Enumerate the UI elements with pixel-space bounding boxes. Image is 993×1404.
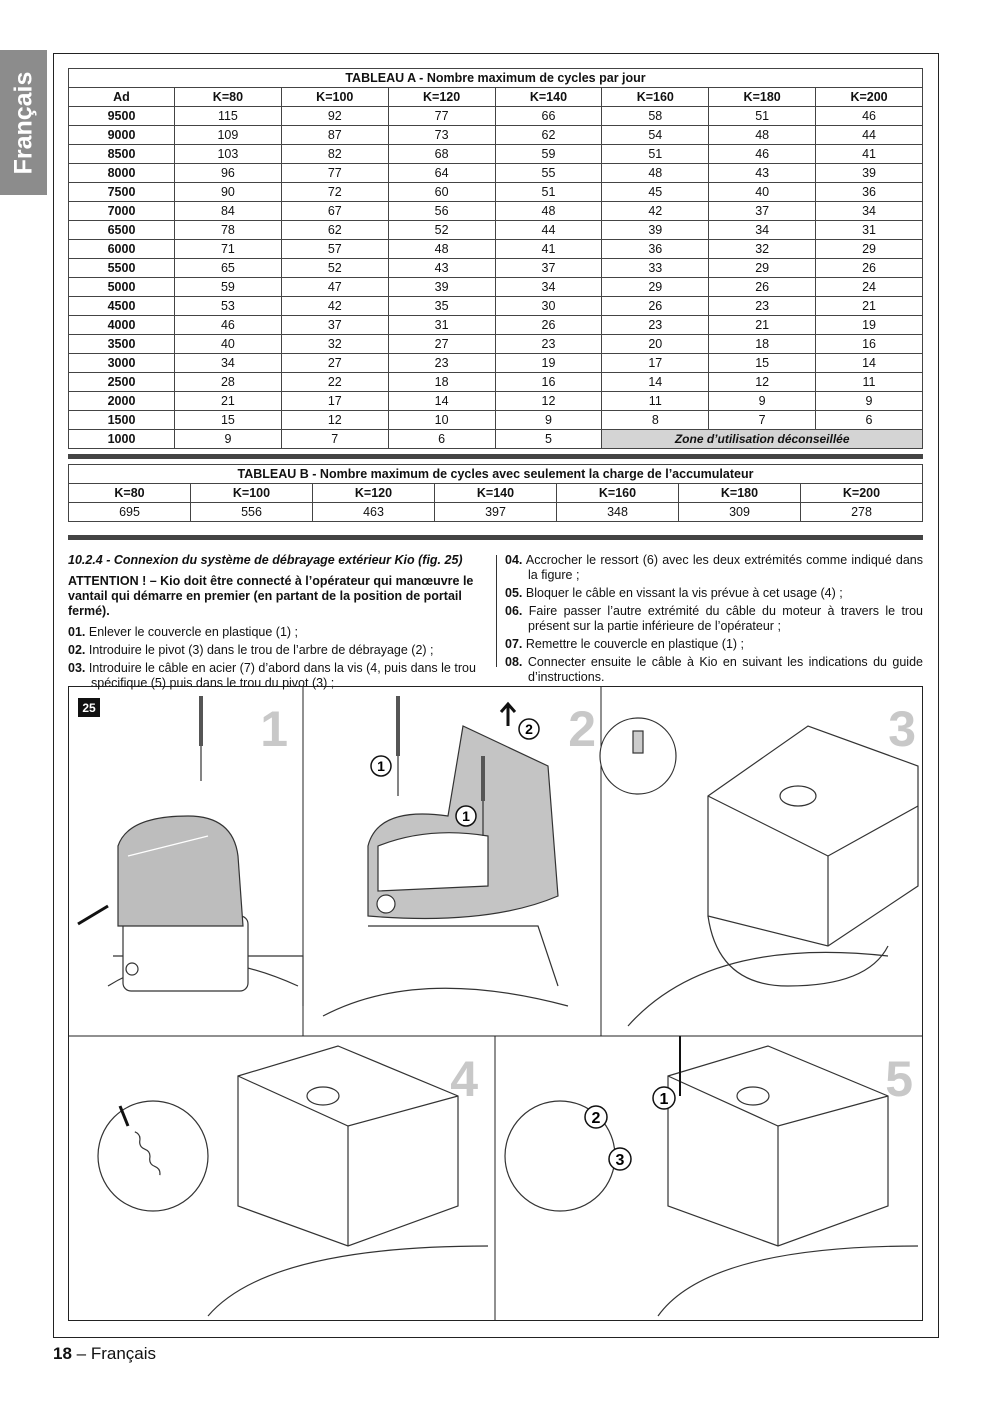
cycles-value: 9 bbox=[816, 392, 923, 411]
column-divider bbox=[496, 555, 497, 667]
instruction-step bbox=[505, 637, 923, 652]
cycles-value: 15 bbox=[709, 354, 816, 373]
table-a-title: TABLEAU A - Nombre maximum de cycles par jour bbox=[69, 69, 923, 88]
table-a-row bbox=[69, 297, 923, 316]
figure-label: 25 bbox=[82, 701, 96, 715]
ad-value: 9500 bbox=[69, 107, 175, 126]
table-b-header-row bbox=[69, 484, 923, 503]
ad-value: 1000 bbox=[69, 430, 175, 449]
language-tab bbox=[0, 50, 47, 195]
callout-label: 1 bbox=[377, 758, 385, 774]
cycles-value: 44 bbox=[816, 126, 923, 145]
instruction-step bbox=[505, 604, 923, 634]
cycles-value: 11 bbox=[602, 392, 709, 411]
table-b-value: 397 bbox=[435, 503, 557, 522]
cycles-value: 37 bbox=[495, 259, 602, 278]
cycles-value: 17 bbox=[281, 392, 388, 411]
cycles-value: 57 bbox=[281, 240, 388, 259]
cycles-value: 34 bbox=[709, 221, 816, 240]
cycles-value: 11 bbox=[816, 373, 923, 392]
table-b-value: 463 bbox=[313, 503, 435, 522]
cycles-value: 87 bbox=[281, 126, 388, 145]
callout-label: 1 bbox=[462, 808, 470, 824]
section-heading: 10.2.4 - Connexion du système de débrayage extérieur Kio (fig. 25) bbox=[68, 553, 463, 567]
cycles-value: 12 bbox=[281, 411, 388, 430]
cycles-value: 26 bbox=[816, 259, 923, 278]
page-footer bbox=[53, 1344, 156, 1364]
table-b-value-row bbox=[69, 503, 923, 522]
cycles-value: 109 bbox=[175, 126, 282, 145]
table-b-value: 556 bbox=[191, 503, 313, 522]
step-number: 07. bbox=[505, 637, 523, 651]
ad-value: 8000 bbox=[69, 164, 175, 183]
cycles-value: 51 bbox=[495, 183, 602, 202]
cycles-value: 36 bbox=[816, 183, 923, 202]
cycles-value: 5 bbox=[495, 430, 602, 449]
cycles-value: 64 bbox=[388, 164, 495, 183]
table-a-header-cell: K=140 bbox=[495, 88, 602, 107]
cycles-value: 56 bbox=[388, 202, 495, 221]
cycles-value: 19 bbox=[495, 354, 602, 373]
cycles-value: 73 bbox=[388, 126, 495, 145]
cycles-value: 12 bbox=[709, 373, 816, 392]
figure-25-illustration bbox=[68, 686, 923, 1321]
cycles-value: 20 bbox=[602, 335, 709, 354]
ad-value: 1500 bbox=[69, 411, 175, 430]
table-a-header-cell: K=80 bbox=[175, 88, 282, 107]
ad-value: 5500 bbox=[69, 259, 175, 278]
panel-3-drawing bbox=[600, 718, 918, 1026]
table-b-header-cell: K=80 bbox=[69, 484, 191, 503]
table-a-header-cell: K=160 bbox=[602, 88, 709, 107]
table-a-header-cell: K=180 bbox=[709, 88, 816, 107]
cycles-value: 22 bbox=[281, 373, 388, 392]
step-number: 03. bbox=[68, 661, 86, 675]
cycles-value: 65 bbox=[175, 259, 282, 278]
cycles-value: 115 bbox=[175, 107, 282, 126]
table-a-row bbox=[69, 107, 923, 126]
cycles-value: 84 bbox=[175, 202, 282, 221]
table-a bbox=[68, 68, 923, 449]
cycles-value: 29 bbox=[709, 259, 816, 278]
table-b-value: 348 bbox=[557, 503, 679, 522]
cycles-value: 21 bbox=[816, 297, 923, 316]
ad-value: 3000 bbox=[69, 354, 175, 373]
cycles-value: 55 bbox=[495, 164, 602, 183]
cycles-value: 53 bbox=[175, 297, 282, 316]
table-a-row bbox=[69, 221, 923, 240]
not-recommended-zone: Zone d’utilisation déconseillée bbox=[602, 430, 923, 449]
table-a-row bbox=[69, 164, 923, 183]
cycles-value: 12 bbox=[495, 392, 602, 411]
panel-2-drawing bbox=[323, 696, 568, 1016]
step-number: 02. bbox=[68, 643, 86, 657]
cycles-value: 71 bbox=[175, 240, 282, 259]
cycles-value: 21 bbox=[709, 316, 816, 335]
table-a-row bbox=[69, 354, 923, 373]
cycles-value: 36 bbox=[602, 240, 709, 259]
table-a-row bbox=[69, 373, 923, 392]
ad-value: 3500 bbox=[69, 335, 175, 354]
cycles-value: 31 bbox=[816, 221, 923, 240]
cycles-value: 48 bbox=[388, 240, 495, 259]
ad-value: 5000 bbox=[69, 278, 175, 297]
instruction-step bbox=[505, 586, 923, 601]
ad-value: 4000 bbox=[69, 316, 175, 335]
cycles-value: 9 bbox=[495, 411, 602, 430]
cycles-value: 23 bbox=[602, 316, 709, 335]
cycles-value: 103 bbox=[175, 145, 282, 164]
cycles-value: 54 bbox=[602, 126, 709, 145]
cycles-value: 46 bbox=[175, 316, 282, 335]
attention-note: ATTENTION ! – Kio doit être connecté à l’opérateur qui manœuvre le vantail qui démarre en premier (en partant de la position de portail fermé). bbox=[68, 574, 474, 618]
cycles-value: 8 bbox=[602, 411, 709, 430]
cycles-value: 17 bbox=[602, 354, 709, 373]
cycles-value: 46 bbox=[709, 145, 816, 164]
cycles-value: 34 bbox=[175, 354, 282, 373]
panel-number: 2 bbox=[568, 701, 596, 757]
cycles-value: 7 bbox=[281, 430, 388, 449]
cycles-value: 59 bbox=[495, 145, 602, 164]
cycles-value: 47 bbox=[281, 278, 388, 297]
cycles-value: 40 bbox=[175, 335, 282, 354]
ad-value: 8500 bbox=[69, 145, 175, 164]
step-number: 08. bbox=[505, 655, 523, 669]
cycles-value: 23 bbox=[388, 354, 495, 373]
cycles-value: 43 bbox=[709, 164, 816, 183]
step-number: 04. bbox=[505, 553, 523, 567]
steps-left bbox=[68, 625, 489, 691]
cycles-value: 30 bbox=[495, 297, 602, 316]
cycles-value: 45 bbox=[602, 183, 709, 202]
cycles-value: 77 bbox=[281, 164, 388, 183]
cycles-value: 35 bbox=[388, 297, 495, 316]
cycles-value: 29 bbox=[602, 278, 709, 297]
cycles-value: 59 bbox=[175, 278, 282, 297]
cycles-value: 48 bbox=[709, 126, 816, 145]
table-b-title: TABLEAU B - Nombre maximum de cycles avec seulement la charge de l’accumulateur bbox=[69, 465, 923, 484]
callout-label: 2 bbox=[591, 1110, 601, 1127]
cycles-value: 39 bbox=[816, 164, 923, 183]
cycles-value: 33 bbox=[602, 259, 709, 278]
panel-4-drawing bbox=[98, 1046, 488, 1316]
cycles-value: 23 bbox=[495, 335, 602, 354]
cycles-value: 66 bbox=[495, 107, 602, 126]
cycles-value: 29 bbox=[816, 240, 923, 259]
panel-number: 4 bbox=[450, 1051, 478, 1107]
table-a-header-row bbox=[69, 88, 923, 107]
cycles-value: 21 bbox=[175, 392, 282, 411]
cycles-value: 26 bbox=[602, 297, 709, 316]
ad-value: 9000 bbox=[69, 126, 175, 145]
cycles-value: 14 bbox=[816, 354, 923, 373]
cycles-value: 51 bbox=[602, 145, 709, 164]
table-a-header-cell: K=100 bbox=[281, 88, 388, 107]
panel-number: 5 bbox=[885, 1051, 913, 1107]
step-text: Connecter ensuite le câble à Kio en suivant les indications du guide d’instructions. bbox=[527, 655, 923, 684]
cycles-value: 16 bbox=[816, 335, 923, 354]
ad-value: 6500 bbox=[69, 221, 175, 240]
cycles-value: 27 bbox=[281, 354, 388, 373]
cycles-value: 40 bbox=[709, 183, 816, 202]
table-a-row bbox=[69, 392, 923, 411]
instructions-left-column bbox=[68, 553, 489, 694]
cycles-value: 14 bbox=[602, 373, 709, 392]
cycles-value: 42 bbox=[281, 297, 388, 316]
ad-value: 2500 bbox=[69, 373, 175, 392]
cycles-value: 32 bbox=[709, 240, 816, 259]
step-text: Accrocher le ressort (6) avec les deux extrémités comme indiqué dans la figure ; bbox=[525, 553, 923, 582]
table-a-header-cell: K=200 bbox=[816, 88, 923, 107]
cycles-value: 6 bbox=[388, 430, 495, 449]
cycles-value: 9 bbox=[175, 430, 282, 449]
table-b-header-cell: K=180 bbox=[679, 484, 801, 503]
cycles-value: 90 bbox=[175, 183, 282, 202]
cycles-value: 31 bbox=[388, 316, 495, 335]
table-a-row bbox=[69, 335, 923, 354]
table-a-row bbox=[69, 240, 923, 259]
panel-5-drawing bbox=[505, 1036, 918, 1316]
separator-rule bbox=[68, 535, 923, 540]
cycles-value: 92 bbox=[281, 107, 388, 126]
cycles-value: 39 bbox=[602, 221, 709, 240]
table-a-row bbox=[69, 316, 923, 335]
cycles-value: 32 bbox=[281, 335, 388, 354]
step-text: Introduire le pivot (3) dans le trou de l’arbre de débrayage (2) ; bbox=[88, 643, 434, 657]
cycles-value: 82 bbox=[281, 145, 388, 164]
cycles-value: 37 bbox=[281, 316, 388, 335]
cycles-value: 16 bbox=[495, 373, 602, 392]
table-a-row bbox=[69, 126, 923, 145]
table-a-row bbox=[69, 145, 923, 164]
table-b-value: 278 bbox=[801, 503, 923, 522]
step-text: Faire passer l’autre extrémité du câble du moteur à travers le trou présent sur la partie inférieure de l’opérateur ; bbox=[528, 604, 923, 633]
table-a-header-cell: Ad bbox=[69, 88, 175, 107]
panel-number: 1 bbox=[260, 701, 288, 757]
step-text: Enlever le couvercle en plastique (1) ; bbox=[88, 625, 299, 639]
table-b-header-cell: K=200 bbox=[801, 484, 923, 503]
ad-value: 4500 bbox=[69, 297, 175, 316]
ad-value: 7000 bbox=[69, 202, 175, 221]
cycles-value: 18 bbox=[709, 335, 816, 354]
step-number: 01. bbox=[68, 625, 86, 639]
cycles-value: 48 bbox=[602, 164, 709, 183]
cycles-value: 37 bbox=[709, 202, 816, 221]
instruction-step bbox=[505, 655, 923, 685]
callout-label: 1 bbox=[659, 1091, 669, 1108]
instructions-right-column bbox=[505, 553, 923, 688]
step-text: Bloquer le câble en vissant la vis prévue à cet usage (4) ; bbox=[525, 586, 843, 600]
cycles-value: 62 bbox=[281, 221, 388, 240]
instruction-step bbox=[505, 553, 923, 583]
cycles-value: 26 bbox=[709, 278, 816, 297]
cycles-value: 43 bbox=[388, 259, 495, 278]
table-b-header-cell: K=140 bbox=[435, 484, 557, 503]
table-a-row bbox=[69, 430, 923, 449]
step-number: 06. bbox=[505, 604, 523, 618]
table-a-row bbox=[69, 278, 923, 297]
cycles-value: 24 bbox=[816, 278, 923, 297]
step-number: 05. bbox=[505, 586, 523, 600]
steps-right bbox=[505, 553, 923, 685]
cycles-value: 67 bbox=[281, 202, 388, 221]
cycles-value: 6 bbox=[816, 411, 923, 430]
cycles-value: 41 bbox=[495, 240, 602, 259]
cycles-value: 62 bbox=[495, 126, 602, 145]
cycles-value: 39 bbox=[388, 278, 495, 297]
ad-value: 7500 bbox=[69, 183, 175, 202]
cycles-value: 27 bbox=[388, 335, 495, 354]
cycles-value: 96 bbox=[175, 164, 282, 183]
ad-value: 2000 bbox=[69, 392, 175, 411]
cycles-value: 44 bbox=[495, 221, 602, 240]
table-b-header-cell: K=100 bbox=[191, 484, 313, 503]
cycles-value: 52 bbox=[388, 221, 495, 240]
cycles-value: 7 bbox=[709, 411, 816, 430]
cycles-value: 41 bbox=[816, 145, 923, 164]
table-b-header-cell: K=160 bbox=[557, 484, 679, 503]
cycles-value: 72 bbox=[281, 183, 388, 202]
cycles-value: 10 bbox=[388, 411, 495, 430]
separator-rule bbox=[68, 454, 923, 459]
table-a-row bbox=[69, 411, 923, 430]
cycles-value: 18 bbox=[388, 373, 495, 392]
cycles-value: 42 bbox=[602, 202, 709, 221]
page-number: 18 bbox=[53, 1344, 72, 1363]
table-b-header-cell: K=120 bbox=[313, 484, 435, 503]
cycles-value: 48 bbox=[495, 202, 602, 221]
table-a-row bbox=[69, 183, 923, 202]
cycles-value: 34 bbox=[816, 202, 923, 221]
step-text: Introduire le câble en acier (7) d’abord dans la vis (4, puis dans le trou spécifique (5) puis dans le trou du pivot (3) ; bbox=[88, 661, 476, 690]
cycles-value: 51 bbox=[709, 107, 816, 126]
cycles-value: 78 bbox=[175, 221, 282, 240]
instruction-step bbox=[68, 643, 489, 658]
footer-language: – Français bbox=[76, 1344, 157, 1363]
instruction-step bbox=[68, 625, 489, 640]
step-text: Remettre le couvercle en plastique (1) ; bbox=[525, 637, 745, 651]
cycles-value: 26 bbox=[495, 316, 602, 335]
cycles-value: 15 bbox=[175, 411, 282, 430]
cycles-value: 58 bbox=[602, 107, 709, 126]
cycles-value: 77 bbox=[388, 107, 495, 126]
table-b-value: 309 bbox=[679, 503, 801, 522]
callout-label: 3 bbox=[615, 1152, 625, 1169]
table-a-header-cell: K=120 bbox=[388, 88, 495, 107]
cycles-value: 23 bbox=[709, 297, 816, 316]
cycles-value: 52 bbox=[281, 259, 388, 278]
ad-value: 6000 bbox=[69, 240, 175, 259]
table-a-row bbox=[69, 202, 923, 221]
table-b-value: 695 bbox=[69, 503, 191, 522]
callout-label: 2 bbox=[525, 721, 533, 737]
cycles-value: 60 bbox=[388, 183, 495, 202]
language-tab-label: Français bbox=[9, 71, 37, 174]
cycles-value: 46 bbox=[816, 107, 923, 126]
table-b bbox=[68, 464, 923, 522]
table-a-row bbox=[69, 259, 923, 278]
cycles-value: 9 bbox=[709, 392, 816, 411]
cycles-value: 19 bbox=[816, 316, 923, 335]
cycles-value: 28 bbox=[175, 373, 282, 392]
panel-number: 3 bbox=[888, 701, 916, 757]
cycles-value: 34 bbox=[495, 278, 602, 297]
cycles-value: 14 bbox=[388, 392, 495, 411]
cycles-value: 68 bbox=[388, 145, 495, 164]
